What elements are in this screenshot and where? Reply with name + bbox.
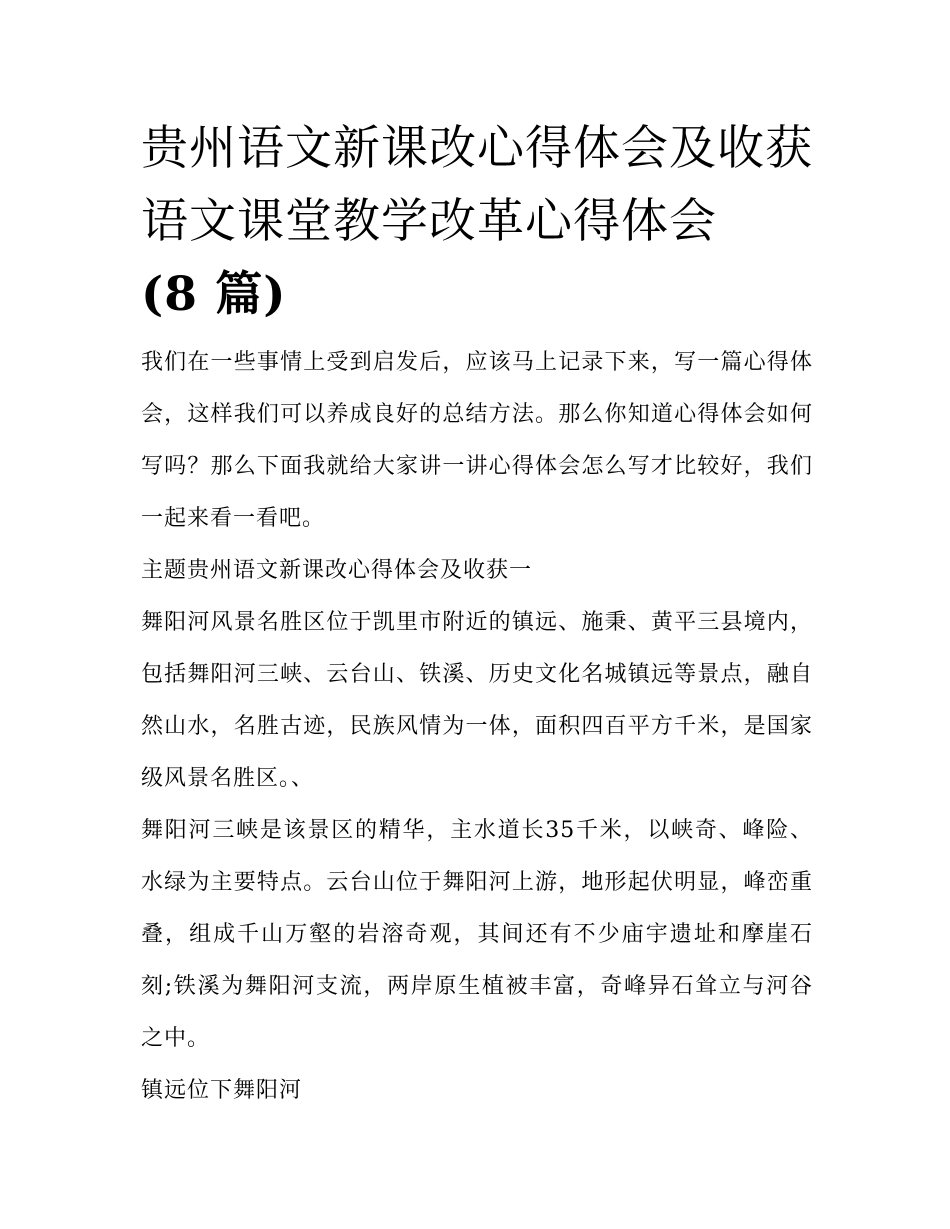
body-paragraph: 舞阳河三峡是该景区的精华，主水道长35千米，以峡奇、峰险、水绿为主要特点。云台山位于舞阳河上游，地形起伏明显，峰峦重叠，组成千山万壑的岩溶奇观，其间还有不少庙宇遗址和摩崖石刻;铁溪为舞阳河支流，两岸原生植被丰富，奇峰异石耸立与河谷之中。 bbox=[141, 818, 813, 1051]
intro-paragraph: 我们在一些事情上受到启发后，应该马上记录下来，写一篇心得体会，这样我们可以养成良好的总结方法。那么你知道心得体会如何写吗？那么下面我就给大家讲一讲心得体会怎么写才比较好，我们一起来看一看吧。 bbox=[141, 350, 813, 531]
title-suffix: (8 篇) bbox=[141, 267, 287, 322]
section-heading: 主题贵州语文新课改心得体会及收获一 bbox=[141, 558, 533, 583]
body-paragraph: 镇远位下舞阳河 bbox=[141, 1078, 303, 1103]
body-paragraph: 舞阳河风景名胜区位于凯里市附近的镇远、施秉、黄平三县境内，包括舞阳河三峡、云台山、铁溪、历史文化名城镇远等景点，融自然山水，名胜古迹，民族风情为一体，面积四百平方千米，是国家级风景名胜区。、 bbox=[141, 610, 813, 791]
title-main: 贵州语文新课改心得体会及收获 语文课堂教学改革心得体会 bbox=[141, 121, 813, 249]
document-title bbox=[141, 112, 813, 331]
document-body bbox=[141, 112, 813, 1117]
